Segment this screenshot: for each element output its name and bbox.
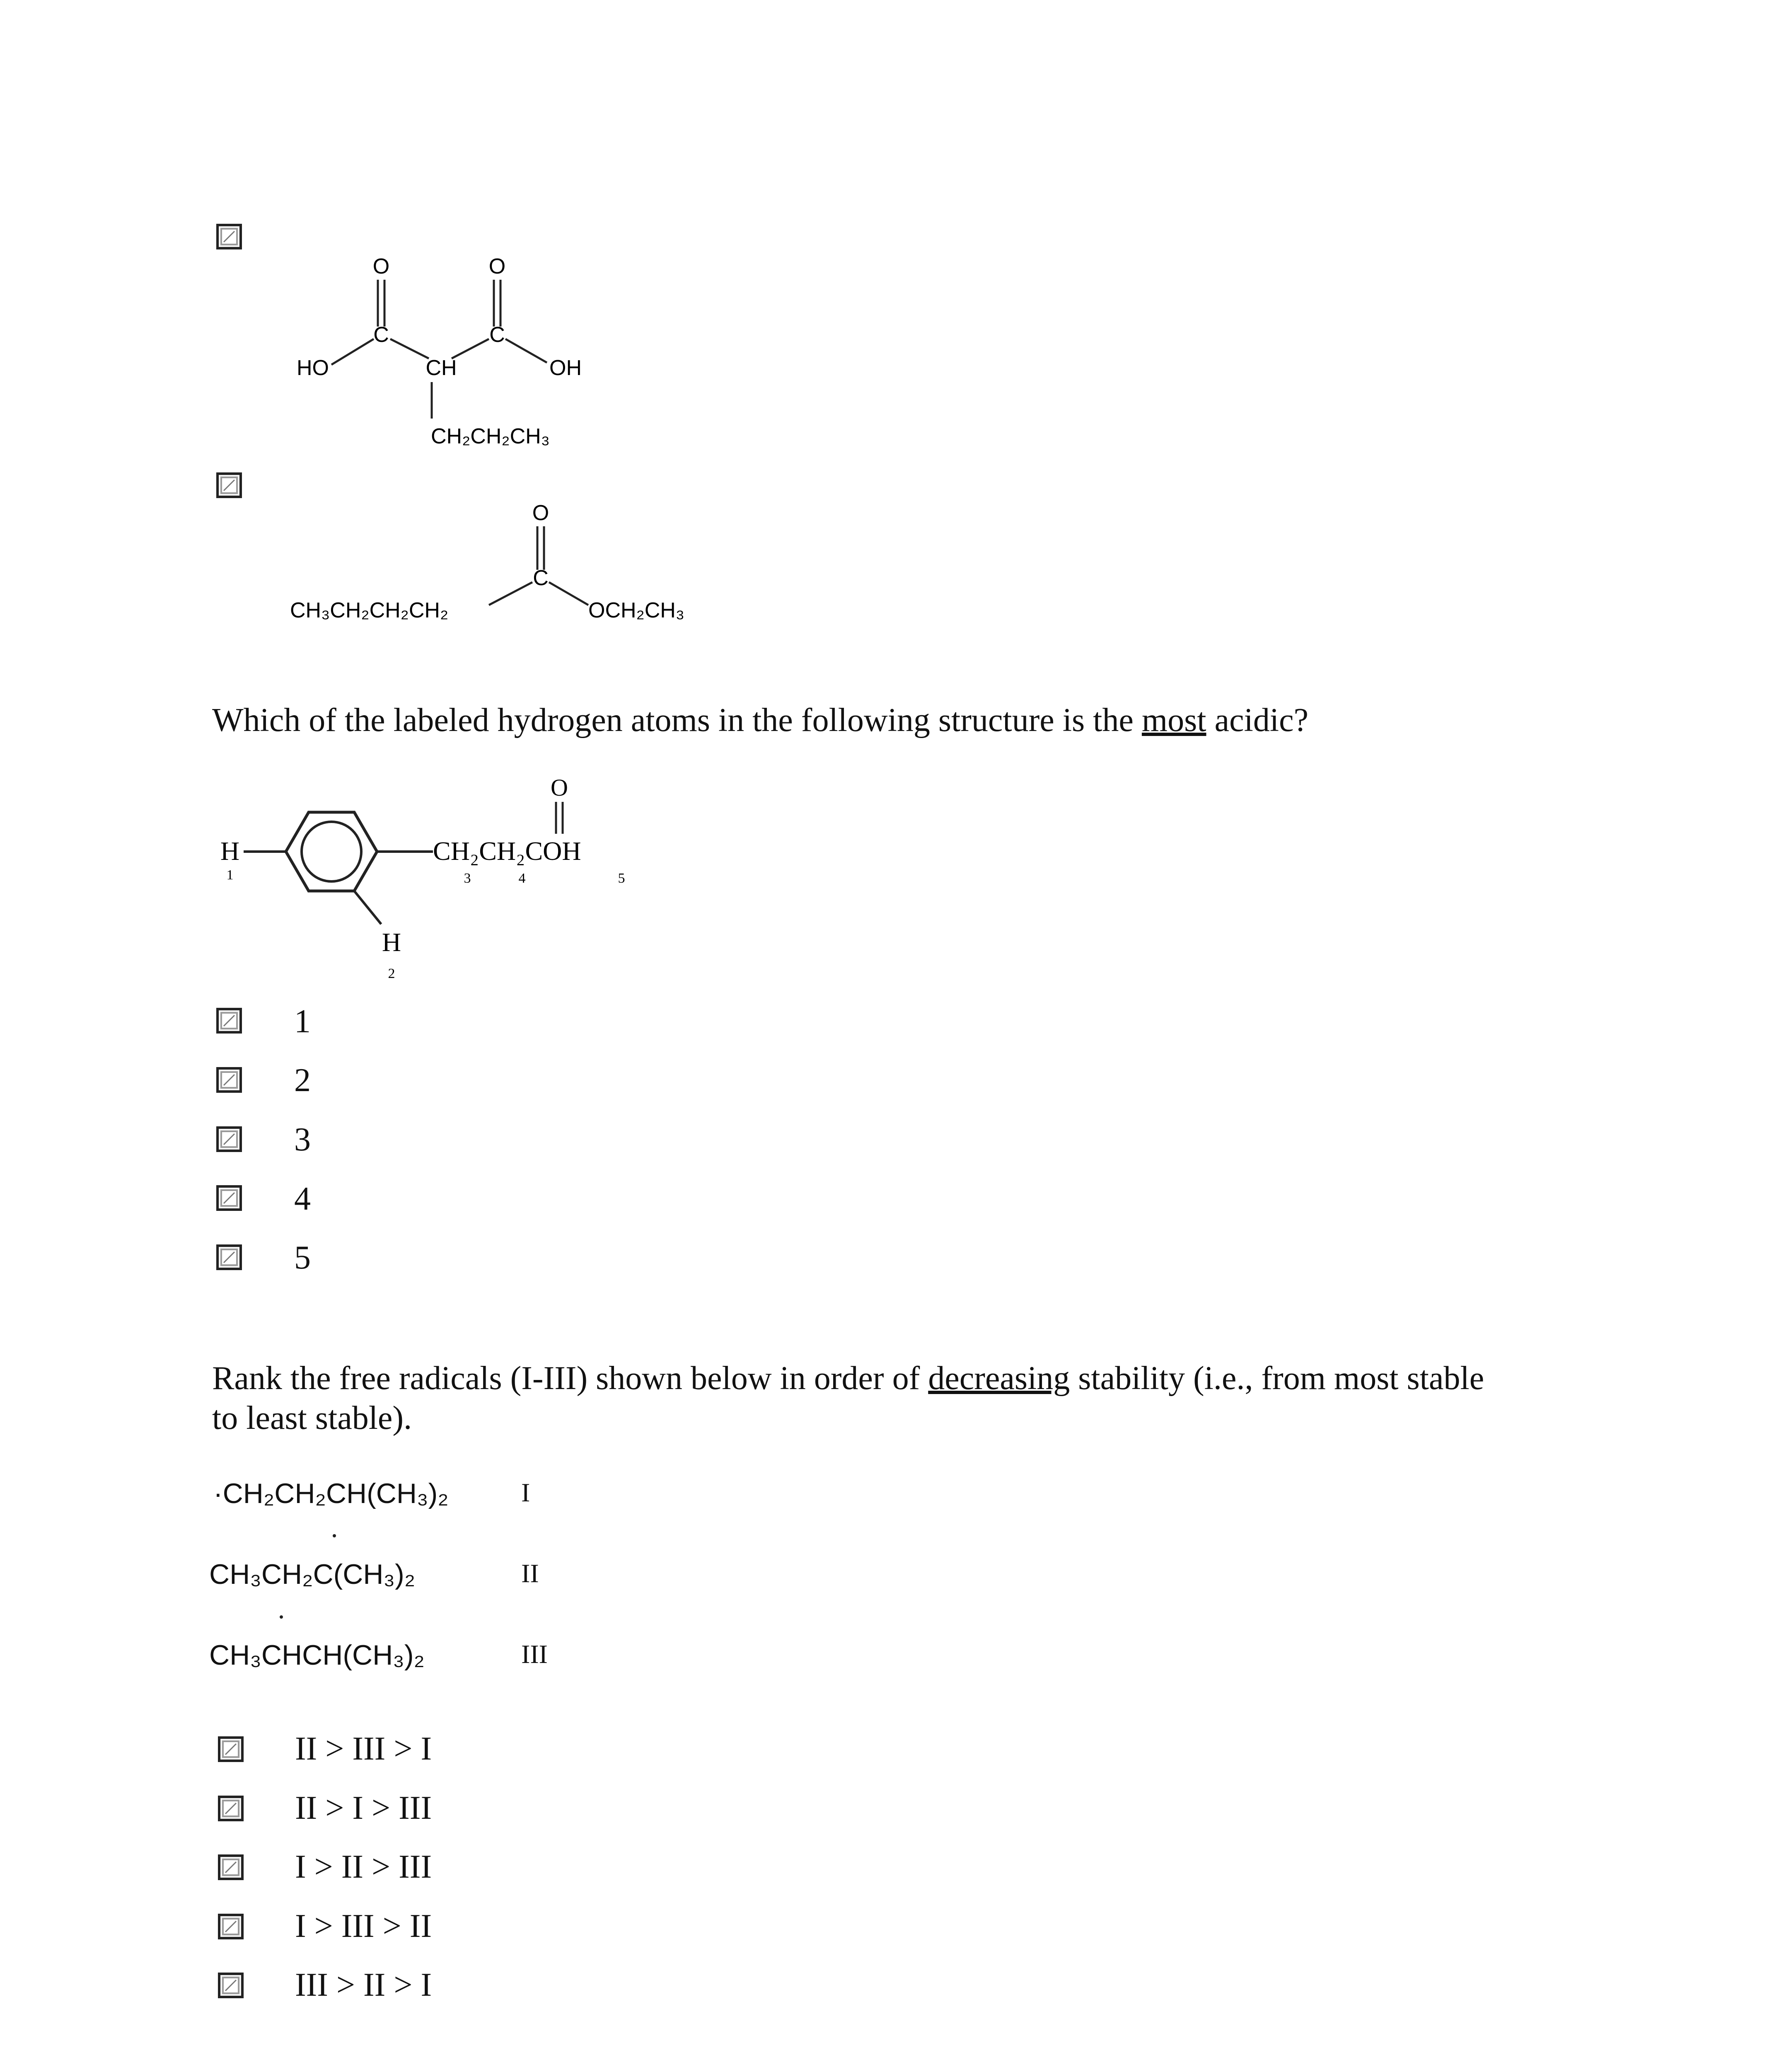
radical-option-radio-4[interactable] (218, 1914, 244, 1939)
acidic-label-1: 1 (226, 867, 234, 883)
acidic-o: O (551, 774, 568, 801)
acidic-chain: CH₂CH₂COH (433, 836, 581, 866)
structure-b-butyl: CH₃CH₂CH₂CH₂ (290, 598, 449, 622)
structure-a-o-right: O (488, 254, 506, 278)
radio-icon (216, 1067, 242, 1093)
radio-icon (216, 1126, 242, 1152)
radical-formula-2: CH₃CH₂C(CH₃)₂ (209, 1559, 416, 1590)
structure-b-o: O (532, 501, 549, 525)
acidic-option-label-1: 1 (294, 1003, 311, 1040)
structure-a-oh: OH (549, 356, 582, 380)
option-radio-structure-a[interactable] (216, 224, 242, 249)
structure-b-diagram (290, 493, 725, 634)
acidic-label-4: 4 (518, 871, 526, 886)
radical-label-2: II (521, 1559, 539, 1588)
acidic-option-label-4: 4 (294, 1181, 311, 1217)
radio-icon (216, 224, 242, 249)
radio-icon (218, 1973, 244, 1998)
radical-formula-3: CH₃CHCH(CH₃)₂ (209, 1639, 425, 1671)
acidic-h2: H (382, 927, 401, 957)
radio-icon (218, 1914, 244, 1939)
radical-label-1: I (521, 1478, 530, 1507)
structure-a-c-left: C (373, 323, 389, 347)
structure-a-ho: HO (297, 356, 329, 380)
acidic-option-radio-3[interactable] (216, 1126, 242, 1152)
structure-a-ch: CH (425, 356, 457, 380)
structure-b-c: C (533, 566, 549, 590)
radical-option-radio-1[interactable] (218, 1736, 244, 1762)
radical-dot-2 (333, 1534, 336, 1537)
radical-option-radio-3[interactable] (218, 1854, 244, 1880)
acidic-label-3: 3 (464, 871, 471, 886)
radio-icon (216, 1185, 242, 1211)
acidic-option-label-3: 3 (294, 1121, 311, 1158)
radio-icon (216, 1244, 242, 1270)
question-radicals-prompt-line2: to least stable). (212, 1400, 412, 1436)
acidic-option-radio-2[interactable] (216, 1067, 242, 1093)
question-acidic-prompt: Which of the labeled hydrogen atoms in the following structure is the most acidic? (212, 702, 1308, 738)
radical-option-radio-2[interactable] (218, 1796, 244, 1821)
radical-dot-3 (280, 1615, 283, 1619)
radical-formula-1: ·CH₂CH₂CH(CH₃)₂ (213, 1478, 449, 1509)
acidic-option-radio-1[interactable] (216, 1008, 242, 1034)
radical-option-label-5: III > II > I (295, 1967, 432, 2003)
radical-option-label-4: I > III > II (295, 1908, 432, 1944)
acidic-option-label-5: 5 (294, 1239, 311, 1276)
radio-icon (216, 472, 242, 498)
acidic-label-5: 5 (618, 871, 625, 886)
radical-option-label-2: II > I > III (295, 1790, 432, 1826)
radio-icon (216, 1008, 242, 1034)
acidic-label-2: 2 (388, 966, 395, 981)
structure-b-ethoxy: OCH₂CH₃ (588, 598, 685, 622)
option-radio-structure-b[interactable] (216, 472, 242, 498)
structure-a-diagram (282, 249, 597, 456)
radio-icon (218, 1854, 244, 1880)
structure-a-o-left: O (372, 254, 390, 278)
structure-a-c-right: C (489, 323, 505, 347)
acidic-option-radio-5[interactable] (216, 1244, 242, 1270)
radio-icon (218, 1796, 244, 1821)
acidic-option-label-2: 2 (294, 1062, 311, 1099)
acidic-h1: H (220, 836, 240, 866)
radio-icon (218, 1736, 244, 1762)
structure-a-propyl: CH₂CH₂CH₃ (431, 424, 550, 448)
acidic-structure-diagram (207, 771, 663, 1003)
radical-label-3: III (521, 1639, 548, 1669)
question-radicals-prompt-line1: Rank the free radicals (I-III) shown below in order of decreasing stability (i.e., from most stable (212, 1360, 1484, 1397)
radical-option-label-1: II > III > I (295, 1731, 432, 1767)
radical-option-radio-5[interactable] (218, 1973, 244, 1998)
acidic-option-radio-4[interactable] (216, 1185, 242, 1211)
radical-option-label-3: I > II > III (295, 1849, 432, 1885)
